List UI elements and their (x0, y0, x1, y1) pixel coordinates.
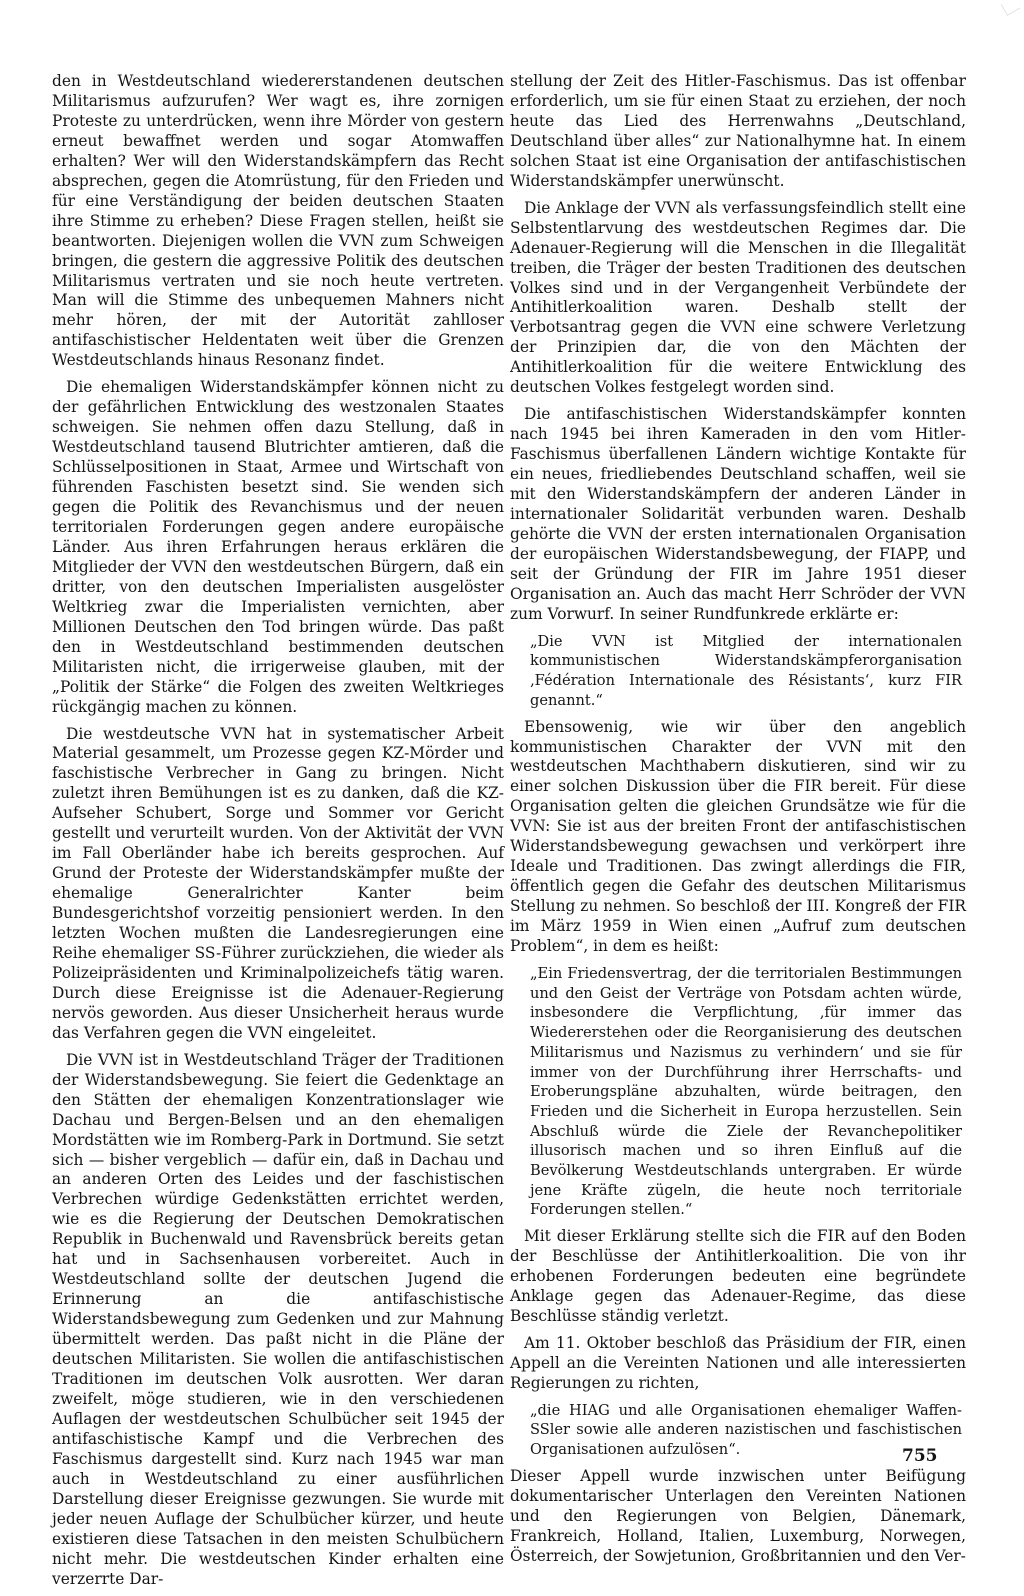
paragraph: Die westdeutsche VVN hat in systematischer Arbeit Material gesammelt, um Prozesse gegen KZ-Mörder und faschistische Verbrecher in Gang zu bringen. Nicht zuletzt ihren Bemühungen ist es zu danken, daß die KZ-Aufseher Schubert, Sorge und Sommer vor Gericht gestellt und verurteilt wurden. Von der Aktivität der VVN im Fall Oberländer habe ich bereits gesprochen. Auf Grund der Proteste der Widerstandskämpfer mußte der ehemalige Generalrichter Kanter beim Bundesgerichtshof vorzeitig pensioniert werden. In den letzten Wochen mußten die Landesregierungen eine Reihe ehemaliger SS-Führer zurückziehen, die wieder als Polizeipräsidenten und Kriminalpolizeichefs tätig waren. Durch diese Ereignisse ist die Adenauer-Regierung nervös geworden. Aus dieser Unsicherheit heraus wurde das Verfahren gegen die VVN eingeleitet. (52, 724, 504, 1042)
paragraph: Dieser Appell wurde inzwischen unter Beifügung dokumentarischer Unterlagen den Vereinten Nationen und den Regierungen von Belgien, Dänemark, Frankreich, Holland, Italien, Luxemburg, Norwegen, Österreich, der Sowjetunion, Großbritannien und den Ver- (510, 1466, 966, 1565)
block-quote: „Die VVN ist Mitglied der internationalen kommunistischen Widerstandskämpferorganisation ‚Fédération Internationale des Résistants‘, kurz FIR genannt.“ (530, 632, 962, 709)
paragraph: Die VVN ist in Westdeutschland Träger der Traditionen der Widerstandsbewegung. Sie feiert die Gedenktage an den Stätten der ehemaligen Konzentrationslager wie Dachau und Bergen-Belsen und an den ehemaligen Mordstätten wie im Romberg-Park in Dortmund. Sie setzt sich — bisher vergeblich — dafür ein, daß in Dachau und an anderen Orten des Leides und der faschistischen Verbrechen würdige Gedenkstätten errichtet werden, wie es die Regierung der Deutschen Demokratischen Republik in Buchenwald und Ravensbrück bereits getan hat und in Sachsenhausen vorbereitet. Auch in Westdeutschland sollte der deutschen Jugend die Erinnerung an die antifaschistische Widerstandsbewegung zum Gedenken und zur Mahnung übermittelt werden. Das paßt nicht in die Pläne der deutschen Militaristen. Sie wollen die antifaschistischen Traditionen im deutschen Volk ausrotten. Wer daran zweifelt, möge studieren, wie in den verschiedenen Auflagen der westdeutschen Schulbücher seit 1945 der antifaschistische Kampf und die Verbrechen des Faschismus dargestellt sind. Kurz nach 1945 war man auch in Westdeutschland zu einer ausführlichen Darstellung dieser Ereignisse gezwungen. Sie wurde mit jeder neuen Auflage der Schulbücher kürzer, und heute existieren diese Tatsachen in den meisten Schulbüchern nicht mehr. Die westdeutschen Kinder erhalten eine verzerrte Dar- (52, 1050, 504, 1588)
paragraph: Mit dieser Erklärung stellte sich die FIR auf den Boden der Beschlüsse der Antihitlerkoalition. Die von ihr erhobenen Forderungen bedeuten eine begründete Anklage gegen das Adenauer-Regime, das diese Beschlüsse ständig verletzt. (510, 1227, 966, 1325)
page-number: 755 (902, 1446, 938, 1466)
block-quote: „Ein Friedensvertrag, der die territorialen Bestimmungen und den Geist der Verträge von Potsdam achten würde, insbesondere die Verpflichtung, ‚für immer das Wiedererstehen oder die Reorganisierung des deutschen Militarismus und Nazismus zu verhindern‘ und sie für immer von der Durchführung ihrer Herrschafts- und Eroberungspläne abzuhalten, würde beitragen, den Frieden und die Sicherheit in Europa herzustellen. Sein Abschluß würde die Ziele der Revanchepolitiker illusorisch machen und so ihren Einfluß auf die Bevölkerung Westdeutschlands untergraben. Er würde jene Kräfte zügeln, die heute noch territoriale Forderungen stellen.“ (530, 964, 962, 1219)
paragraph: Am 11. Oktober beschloß das Präsidium der FIR, einen Appell an die Vereinten Nationen und alle interessierten Regierungen zu richten, (510, 1333, 966, 1392)
paragraph: Die antifaschistischen Widerstandskämpfer konnten nach 1945 bei ihren Kameraden in den vom Hitler-Faschismus überfallenen Ländern wichtige Kontakte für ein neues, friedliebendes Deutschland schaffen, weil sie mit den Widerstandskämpfern der anderen Länder in internationaler Solidarität verbunden waren. Deshalb gehörte die VVN der ersten internationalen Organisation der europäischen Widerstandsbewegung, der FIAPP, und seit der Gründung der FIR im Jahre 1951 dieser Organisation an. Auch das macht Herr Schröder der VVN zum Vorwurf. In seiner Rundfunkrede erklärte er: (510, 405, 966, 623)
paragraph: Die Anklage der VVN als verfassungsfeindlich stellt eine Selbstentlarvung des westdeutschen Regimes dar. Die Adenauer-Regierung will die Menschen in die Illegalität treiben, die Träger der besten Traditionen des deutschen Volkes sind und in der Vergangenheit Verbündete der Antihitlerkoalition waren. Deshalb stellt der Verbotsantrag gegen die VVN eine schwere Verletzung der Prinzipien dar, die von den Mächten der Antihitlerkoalition für die weitere Entwicklung des deutschen Volkes festgelegt worden sind. (510, 198, 966, 397)
right-column (510, 72, 966, 1574)
left-column (52, 72, 504, 1596)
paragraph: Ebensowenig, wie wir über den angeblich kommunistischen Charakter der VVN mit den westdeutschen Machthabern diskutieren, sind wir zu einer solchen Diskussion über die FIR bereit. Für diese Organisation gelten die gleichen Grundsätze wie für die VVN: Sie ist aus der breiten Front der antifaschistischen Widerstandsbewegung gewachsen und verkörpert ihre Ideale und Traditionen. Das zwingt allerdings die FIR, öffentlich gegen die Gefahr des deutschen Militarismus Stellung zu nehmen. So beschloß der III. Kongreß der FIR im März 1959 in Wien einen „Aufruf zum deutschen Problem“, in dem es heißt: (510, 717, 966, 956)
paragraph: den in Westdeutschland wiedererstandenen deutschen Militarismus aufzurufen? Wer wagt es, ihre zornigen Proteste zu unterdrücken, wenn ihre Mörder von gestern erneut bewaffnet werden und sogar Atomwaffen erhalten? Wer will den Widerstandskämpfern das Recht absprechen, gegen die Atomrüstung, für den Frieden und für eine Verständigung der beiden deutschen Staaten ihre Stimme zu erheben? Diese Fragen stellen, heißt sie beantworten. Diejenigen wollen die VVN zum Schweigen bringen, die gestern die aggressive Politik des deutschen Militarismus vertraten und sie noch heute vertreten. Man will die Stimme des unbequemen Mahners nicht mehr hören, der mit der Autorität zahlloser antifaschistischer Heldentaten weit über die Grenzen Westdeutschlands hinaus Resonanz findet. (52, 72, 504, 370)
block-quote: „die HIAG und alle Organisationen ehemaliger Waffen-SSler sowie alle anderen nazistischen und faschistischen Organisationen aufzulösen“. (530, 1401, 962, 1459)
paragraph: Die ehemaligen Widerstandskämpfer können nicht zu der gefährlichen Entwicklung des westzonalen Staates schweigen. Sie nehmen offen dazu Stellung, daß in Westdeutschland tausend Blutrichter amtieren, daß die Schlüsselpositionen in Staat, Armee und Wirtschaft von führenden Faschisten besetzt sind. Sie wenden sich gegen die Politik des Revanchismus und der neuen territorialen Forderungen gegen andere europäische Länder. Aus ihren Erfahrungen heraus erklären die Mitglieder der VVN den westdeutschen Bürgern, daß ein dritter, von den deutschen Imperialisten ausgelöster Weltkrieg zwar die Imperialisten vernichten, aber Millionen Deutschen den Tod bringen würde. Das paßt den in Westdeutschland bestimmenden deutschen Militaristen nicht, die irrigerweise glauben, mit der „Politik der Stärke“ die Folgen des zweiten Weltkrieges rückgängig machen zu können. (52, 378, 504, 716)
paragraph: stellung der Zeit des Hitler-Faschismus. Das ist offenbar erforderlich, um sie für einen Staat zu erziehen, der noch heute das Lied des Herrenwahns „Deutschland, Deutschland über alles“ zur Nationalhymne hat. In einem solchen Staat ist eine Organisation der antifaschistischen Widerstandskämpfer unerwünscht. (510, 72, 966, 190)
scan-corner-mark (1001, 0, 1020, 16)
